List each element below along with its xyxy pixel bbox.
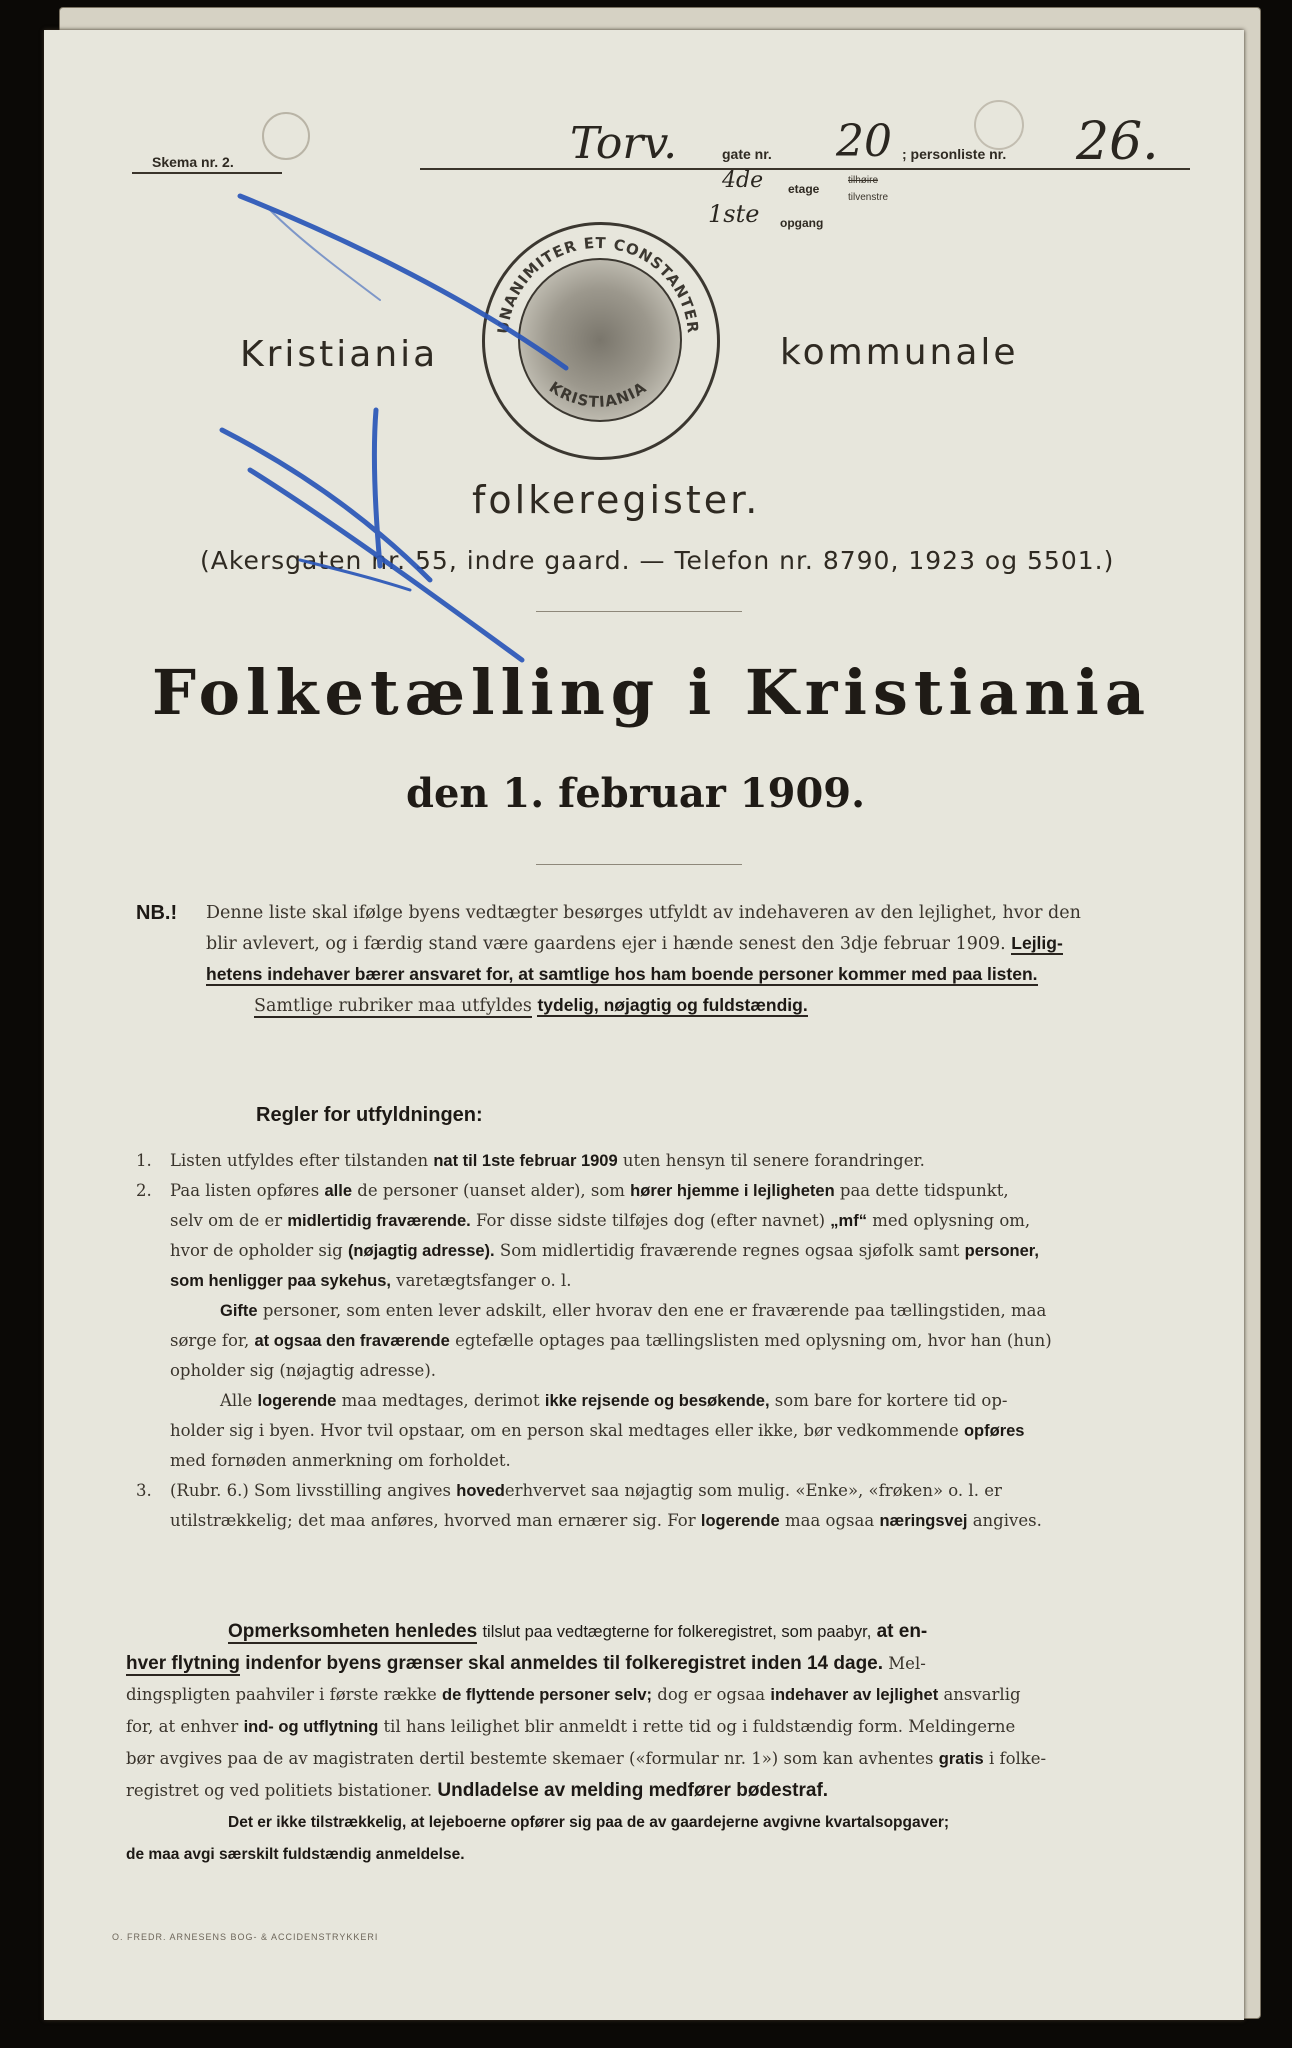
rule-2-p3-l1d: ikke rejsende og besøkende, [544, 1392, 770, 1410]
rule-2-l1d: hører hjemme i lejligheten [630, 1182, 835, 1200]
notice-l2a: hver flytning [126, 1653, 241, 1674]
rule-3-l1a: (Rubr. 6.) Som livsstilling angives [170, 1481, 452, 1500]
notice-l1b: tilslut paa vedtægterne for folkeregistret, som paabyr, [482, 1623, 872, 1641]
rule-1-text-c: uten hensyn til senere forandringer. [622, 1151, 925, 1170]
tilvenstre-label: tilvenstre [848, 192, 889, 203]
rule-3-l1c: erhvervet saa nøjagtig som mulig. «Enke», «frøken» o. l. er [504, 1481, 1002, 1500]
notice-l4a: for, at enhver [126, 1717, 239, 1736]
notice-l4b: ind- og utflytning [243, 1718, 379, 1736]
rule-2-para-3-line-3: med fornøden anmerkning om forholdet. [170, 1451, 511, 1470]
rule-2-l1e: paa dette tidspunkt, [839, 1181, 1009, 1200]
rules-heading: Regler for utfyldningen: [256, 1104, 483, 1126]
notice-l6b: Undladelse av melding medfører bødestraf. [437, 1780, 829, 1801]
blue-stroke-4 [250, 470, 522, 660]
rule-2-p2-l2a: sørge for, [170, 1331, 250, 1350]
rule-3-l2e: angives. [972, 1511, 1042, 1530]
notice-l3c: dog er ogsaa [657, 1685, 766, 1704]
notice-l1c: at en- [876, 1621, 928, 1642]
rule-2-l3a: hvor de opholder sig [170, 1241, 343, 1260]
census-date: den 1. februar 1909. [406, 770, 866, 817]
office-kommunale: kommunale [780, 332, 1019, 373]
tilhoire-label: tilhøire [848, 175, 879, 186]
rule-2-l4a: som henligger paa sykehus, [170, 1272, 391, 1290]
rule-2-number: 2. [136, 1181, 152, 1200]
skema-label: Skema nr. 2. [152, 154, 234, 170]
rule-3-l2a: utilstrækkelig; det maa anføres, hvorved man ernærer sig. For [170, 1511, 696, 1530]
rule-3-number: 3. [136, 1481, 152, 1500]
notice-l4c: til hans leilighet blir anmeldt i rette tid og i fuldstændig form. Meldingerne [383, 1717, 1016, 1736]
seal-motto: UNANIMITER ET CONSTANTER [493, 233, 703, 335]
printer-imprint: O. FREDR. ARNESENS BOG- & ACCIDENSTRYKKERI [112, 1932, 379, 1942]
personliste-label: ; personliste nr. [902, 146, 1007, 162]
rule-2-p3-l2b: opføres [963, 1422, 1025, 1440]
census-title: Folketælling i Kristiania [152, 656, 1152, 729]
rule-2-l1c: de personer (uanset alder), som [357, 1181, 625, 1200]
gate-number-handwritten: 20 [836, 116, 892, 167]
rule-2-p2-l2c: egtefælle optages paa tællingslisten med oplysning om, hvor han (hun) [455, 1331, 1052, 1350]
office-address: (Akersgaten nr. 55, indre gaard. — Telefon nr. 8790, 1923 og 5501.) [200, 546, 1115, 575]
rule-2-l3c: Som midlertidig fraværende regnes ogsaa sjøfolk samt [499, 1241, 960, 1260]
rule-2-l2c: For disse sidste tilføjes dog (efter navnet) [476, 1211, 826, 1230]
notice-l2b: indenfor byens grænser skal anmeldes til folkeregistret inden 14 dage. [245, 1653, 884, 1674]
rule-1-number: 1. [136, 1151, 152, 1170]
rule-2-p2-l2b: at ogsaa den fraværende [254, 1332, 450, 1350]
rule-2-p3-l1a: Alle [220, 1391, 253, 1410]
rule-2-para-2-line-3: opholder sig (nøjagtig adresse). [170, 1361, 437, 1380]
rule-3-l1b: hoved [456, 1482, 505, 1500]
rule-2-l2a: selv om de er [170, 1211, 283, 1230]
opgang-label: opgang [780, 216, 824, 230]
notice-l3e: ansvarlig [943, 1685, 1021, 1704]
folkeregister-heading: folkeregister. [472, 478, 761, 522]
nb-label: NB.! [136, 902, 178, 924]
rule-3-l2b: logerende [700, 1512, 780, 1530]
notice-l3a: dingspligten paahviler i første række [126, 1685, 437, 1704]
nb-line-2-plain: blir avlevert, og i færdig stand være gaardens ejer i hænde senest den 3dje februar 1909. [206, 934, 1006, 954]
notice-l5a: bør avgives paa de av magistraten dertil bestemte skemaer («formular nr. 1») som kan avhentes [126, 1749, 934, 1768]
notice-l5c: i folke- [988, 1749, 1047, 1768]
notice-l8: de maa avgi særskilt fuldstændig anmeldelse. [126, 1846, 465, 1863]
rule-3-l2c: maa ogsaa [784, 1511, 875, 1530]
rule-2-p3-l2: holder sig i byen. Hvor tvil opstaar, om en person skal medtages eller ikke, bør vedkommende [170, 1421, 959, 1440]
gate-label: gate nr. [722, 146, 772, 162]
blue-stroke-5 [374, 410, 380, 566]
notice-l7: Det er ikke tilstrækkelig, at lejeboerne opfører sig paa de av gaardejerne avgivne kvartalsopgaver; [228, 1814, 950, 1831]
rule-2-l3b: (nøjagtig adresse). [347, 1242, 495, 1260]
nb-line-2-bold: Lejlig- [1011, 933, 1063, 953]
rule-2-p3-l1e: som bare for kortere tid op- [774, 1391, 1008, 1410]
etage-label: etage [788, 182, 820, 196]
rule-2-l2d: „mf“ [830, 1212, 867, 1230]
rule-2-p3-l1b: logerende [257, 1392, 337, 1410]
notice-l3d: indehaver av lejlighet [770, 1686, 939, 1704]
personliste-number-handwritten: 26. [1076, 112, 1159, 172]
nb-line-4-bold: tydelig, nøjagtig og fuldstændig. [537, 995, 808, 1015]
notice-l2c: Mel- [888, 1654, 926, 1673]
rule-2-l1a: Paa listen opføres [170, 1181, 320, 1200]
street-name-handwritten: Torv. [570, 118, 678, 169]
blue-stroke-1 [240, 196, 566, 368]
nb-line-3-bold: hetens indehaver bærer ansvaret for, at samtlige hos ham boende personer kommer med paa listen. [206, 964, 1038, 984]
rule-1-bold: nat til 1ste februar 1909 [433, 1152, 618, 1170]
notice-l6a: registret og ved politiets bistationer. [126, 1781, 433, 1800]
nb-line-1: Denne liste skal ifølge byens vedtægter besørges utfyldt av indehaveren av den lejlighet, hvor den [206, 903, 1081, 923]
rule-2-l2b: midlertidig fraværende. [287, 1212, 471, 1230]
office-kristiania: Kristiania [240, 334, 439, 375]
rule-2-l2e: med oplysning om, [872, 1211, 1031, 1230]
notice-l3b: de flyttende personer selv; [442, 1686, 653, 1704]
opgang-handwritten: 1ste [708, 200, 760, 228]
rule-2-p3-l1c: maa medtages, derimot [341, 1391, 540, 1410]
rule-2-p2-l1a: Gifte [220, 1302, 258, 1320]
rule-2-l1b: alle [324, 1182, 353, 1200]
notice-l1a: Opmerksomheten henledes [228, 1621, 478, 1642]
rule-2-l3d: personer, [964, 1242, 1039, 1260]
rule-2-p2-l1b: personer, som enten lever adskilt, eller hvorav den ene er fraværende paa tællingstiden, maa [262, 1301, 1047, 1320]
blue-stroke-2 [270, 210, 380, 300]
rule-3-l2d: næringsvej [879, 1512, 968, 1530]
notice-l5b: gratis [938, 1750, 984, 1768]
nb-line-4-plain: Samtlige rubriker maa utfyldes [254, 996, 532, 1016]
etage-handwritten: 4de [722, 168, 764, 193]
rule-1-text-a: Listen utfyldes efter tilstanden [170, 1151, 429, 1170]
blue-stroke-3 [222, 430, 430, 580]
seal-city-name: KRISTIANIA [545, 378, 651, 411]
rule-2-l4b: varetægtsfanger o. l. [396, 1271, 572, 1290]
